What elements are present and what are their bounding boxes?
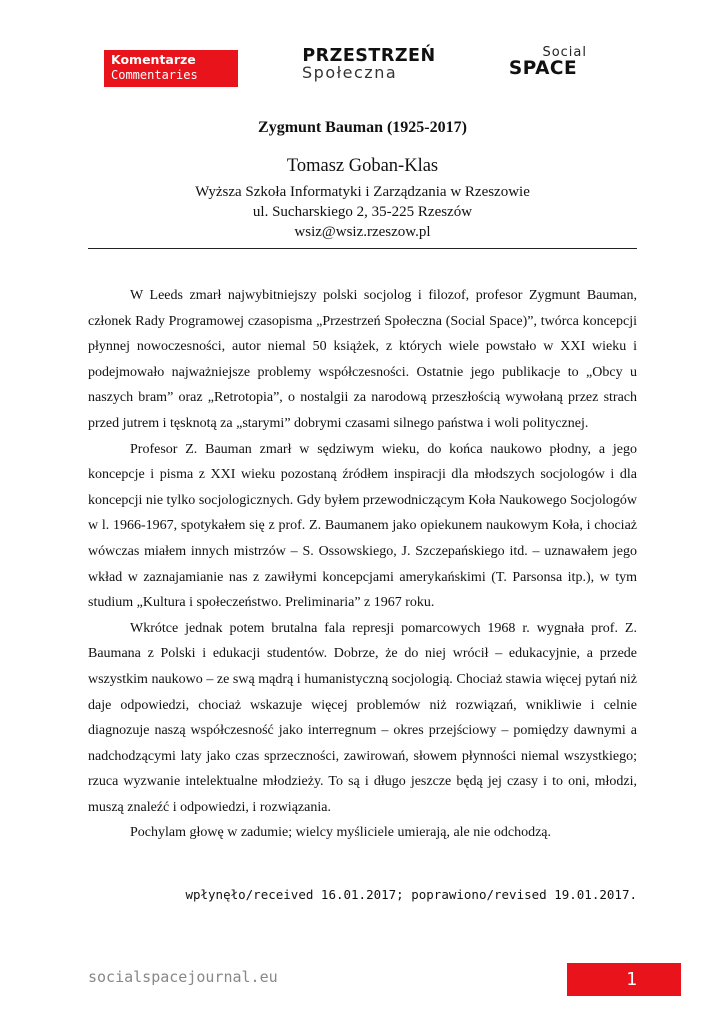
social-space-logo-line1: Social <box>542 45 587 60</box>
journal-logo-line2: Społeczna <box>302 63 398 82</box>
affiliation-email: wsiz@wsiz.rzeszow.pl <box>294 224 431 240</box>
body-paragraph: Wkrótce jednak potem brutalna fala represji pomarcowych 1968 r. wygnała prof. Z. Baumana z Polski i edukacji studentów. Dobrze, że do niej wrócił – edukacyjnie, a przede wszystkim naukowo – ze swą mądrą i humanistyczną socjologią. Chociaż stawia więcej pytań niż daje odpowiedzi, chociaż wskazuje więcej problemów niż rozwiązań, wnikliwie i celnie diagnozuje naszą współczesność jako interregnum – okres przejściowy – pomiędzy dawnymi a nadchodzącymi laty jako czas sprzeczności, zawirowań, słowem płynności niemal wszystkiego; rzuca wyzwanie intelektualne młodzieży. To są i długo jeszcze będą jej czasy i to oni, młodzi, muszą znaleźć i odpowiedzi, i rozwiązania. <box>88 620 637 815</box>
journal-url: socialspacejournal.eu <box>88 968 278 986</box>
section-badge <box>104 50 238 87</box>
body-paragraph: Profesor Z. Bauman zmarł w sędziwym wieku, do końca naukowo płodny, a jego koncepcje i pisma z XXI wieku pozostaną źródłem inspiracji dla młodszych socjologów i dla koncepcji nie tylko socjologicznych. Gdy byłem przewodniczącym Koła Naukowego Socjologów w l. 1966-1967, spotykałem się z prof. Z. Baumanem jako opiekunem naukowym Koła, i chociaż wówczas miałem innych mistrzów – S. Ossowskiego, J. Szczepańskiego itd. – uznawałem jego wkład w zaznajamianie nas z zawiłymi koncepcjami amerykańskimi (T. Parsonsa itp.), w tym studium „Kultura i społeczeństwo. Preliminaria” z 1967 roku. <box>88 441 637 611</box>
journal-logo-line1: PRZESTRZEŃ <box>302 46 436 66</box>
section-label-pl: Komentarze <box>111 52 196 67</box>
social-space-logo-line2: SPACE <box>508 58 578 79</box>
body-paragraph: W Leeds zmarł najwybitniejszy polski socjolog i filozof, profesor Zygmunt Bauman, członek Rady Programowej czasopisma „Przestrzeń Społeczna (Social Space)”, twórca koncepcji płynnej nowoczesności, autor niemal 50 książek, z których wiele powstało w XXI wieku i podejmowało najważniejsze problemy współczesności. Ostatnie jego publikacje to „Obcy u naszych bram” oraz „Retrotopia”, o nostalgii za narodową przeszłością wywołaną przez strach przed jutrem i tęsknotą za „starymi” dobrymi czasami silnego państwa i woli politycznej. <box>88 288 637 431</box>
section-label-en: Commentaries <box>111 68 198 82</box>
author-name: Tomasz Goban-Klas <box>286 156 439 176</box>
journal-logo <box>284 47 454 81</box>
article-body <box>88 283 637 846</box>
affiliation-institution: Wyższa Szkoła Informatyki i Zarządzania w Rzeszowie <box>195 184 530 200</box>
affiliation-address: ul. Sucharskiego 2, 35-225 Rzeszów <box>252 204 473 220</box>
page-number: 1 <box>567 963 681 996</box>
body-paragraph: Pochylam głowę w zadumie; wielcy myśliciele umierają, ale nie odchodzą. <box>130 825 552 841</box>
received-dates: wpłynęło/received 16.01.2017; poprawiono/revised 19.01.2017. <box>185 887 637 902</box>
social-space-logo <box>495 46 591 78</box>
article-title: Zygmunt Bauman (1925-2017) <box>258 119 467 136</box>
header-divider <box>88 248 637 249</box>
